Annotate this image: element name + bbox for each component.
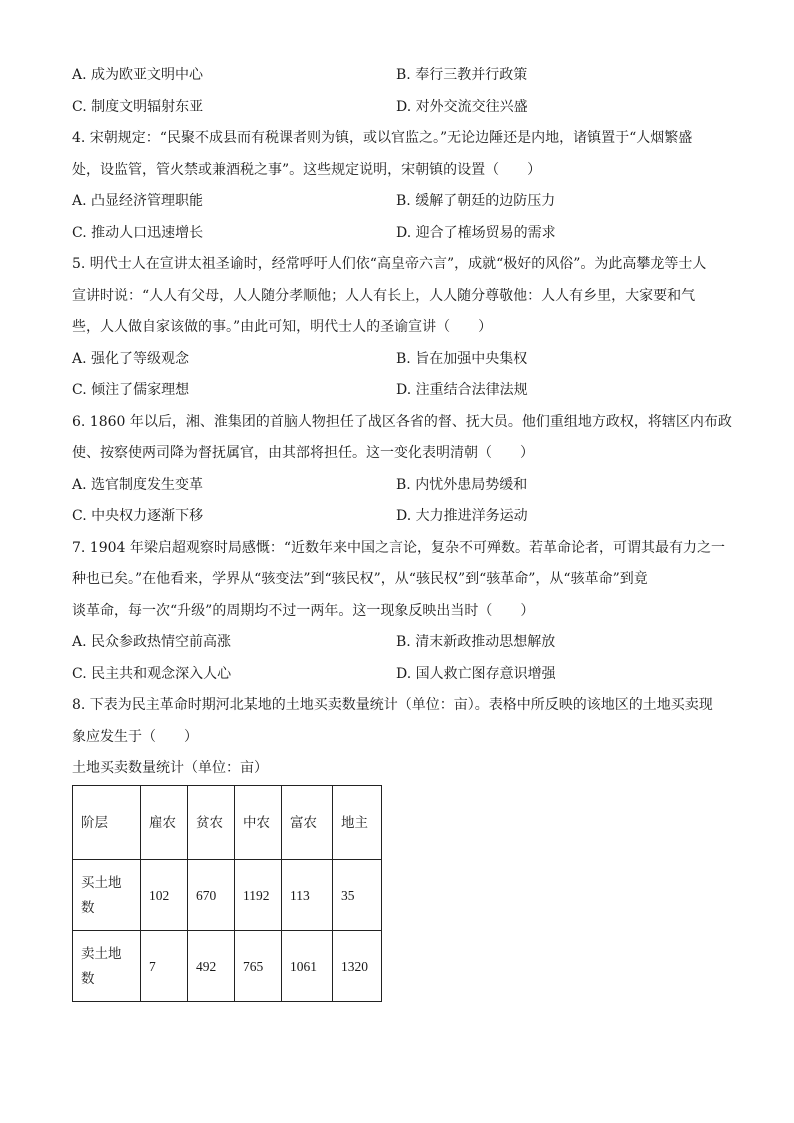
q4-option-b: B. 缓解了朝廷的边防压力 (396, 193, 556, 209)
table-cell: 670 (188, 860, 235, 931)
header-cell-poor-peasant: 贫农 (188, 786, 235, 860)
q4-option-d: D. 迎合了榷场贸易的需求 (396, 224, 556, 241)
q4-option-c: C. 推动人口迅速增长 (72, 224, 204, 241)
q6-option-a: A. 选官制度发生变革 (72, 476, 204, 493)
q6-stem-line-2: 使、按察使两司降为督抚属官，由其部将担任。这一变化表明清朝（ ） (72, 445, 534, 461)
q4-options-2 (72, 222, 722, 254)
q4-stem-line-1: 4. 宋朝规定：“民聚不成县而有税课者则为镇，或以官监之。”无论边陲还是内地，诸镇置于“人烟繁盛 (72, 130, 693, 146)
table-header-row (73, 786, 382, 860)
q5-stem-line-2: 宣讲时说：“人人有父母，人人随分孝顺他；人人有长上，人人随分尊敬他：人人有乡里，大家要和气 (72, 287, 696, 304)
q7-options (72, 631, 722, 663)
q4-stem-line-2: 处，设监管，管火禁或兼酒税之事”。这些规定说明，宋朝镇的设置（ ） (72, 161, 542, 178)
q7-stem-line-3: 谈革命，每一次“升级”的周期均不过一两年。这一现象反映出当时（ ） (72, 602, 535, 619)
q6-options (72, 474, 722, 506)
q3-options (72, 64, 722, 96)
land-trade-table (72, 785, 382, 1002)
question-5 (72, 253, 722, 411)
header-cell-class: 阶层 (73, 786, 141, 860)
q5-options-2 (72, 379, 722, 411)
q3-option-c: C. 制度文明辐射东亚 (72, 98, 204, 115)
table-cell: 35 (333, 860, 382, 931)
exam-page (72, 64, 732, 1002)
q8-stem-line-2: 象应发生于（ ） (72, 728, 198, 745)
q7-option-a: A. 民众参政热情空前高涨 (72, 634, 232, 650)
q5-option-a: A. 强化了等级观念 (72, 350, 190, 367)
q7-options-2 (72, 663, 722, 695)
q5-option-d: D. 注重结合法律法规 (396, 382, 528, 398)
table-cell: 7 (141, 931, 188, 1002)
q7-stem-line-1: 7. 1904 年梁启超观察时局感慨：“近数年来中国之言论，复杂不可殚数。若革命论者，可谓其最有力之一 (72, 539, 726, 556)
q8-stem-line-1: 8. 下表为民主革命时期河北某地的土地买卖数量统计（单位：亩）。表格中所反映的该地区的土地买卖现 (72, 697, 713, 713)
question-8 (72, 694, 722, 1002)
table-cell: 1192 (235, 860, 282, 931)
q7-option-c: C. 民主共和观念深入人心 (72, 665, 232, 682)
q5-stem-line-3: 些，人人做自家该做的事。”由此可知，明代士人的圣谕宣讲（ ） (72, 319, 493, 335)
table-row (73, 931, 382, 1002)
q5-option-c: C. 倾注了儒家理想 (72, 382, 190, 398)
q5-stem-line-1: 5. 明代士人在宣讲太祖圣谕时，经常呼吁人们依“高皇帝六言”，成就“极好的风俗”。为此高攀龙等士人 (72, 256, 707, 272)
question-4 (72, 127, 722, 253)
q3-options-2 (72, 96, 722, 128)
q3-option-b: B. 奉行三教并行政策 (396, 67, 528, 83)
table-cell: 113 (282, 860, 333, 931)
header-cell-rich-peasant: 富农 (282, 786, 333, 860)
header-cell-landlord: 地主 (333, 786, 382, 860)
question-7 (72, 537, 726, 695)
q3-option-d: D. 对外交流交往兴盛 (396, 98, 528, 115)
q7-option-d: D. 国人救亡图存意识增强 (396, 665, 556, 682)
q6-option-c: C. 中央权力逐渐下移 (72, 508, 204, 524)
table-cell: 1320 (333, 931, 382, 1002)
table-cell: 492 (188, 931, 235, 1002)
question-6 (72, 411, 732, 537)
table-cell: 1061 (282, 931, 333, 1002)
q7-stem-line-2: 种也已矣。”在他看来，学界从“骇变法”到“骇民权”，从“骇民权”到“骇革命”，从“骇革命”到竟 (72, 571, 648, 587)
q5-options (72, 348, 722, 380)
q7-option-b: B. 清末新政推动思想解放 (396, 634, 556, 650)
q5-option-b: B. 旨在加强中央集权 (396, 350, 528, 367)
table-row (73, 860, 382, 931)
header-cell-middle-peasant: 中农 (235, 786, 282, 860)
q6-option-d: D. 大力推进洋务运动 (396, 508, 528, 524)
table-cell: 102 (141, 860, 188, 931)
q3-option-a: A. 成为欧亚文明中心 (72, 67, 204, 83)
q6-stem-line-1: 6. 1860 年以后，湘、淮集团的首脑人物担任了战区各省的督、抚大员。他们重组地方政权，将辖区内布政 (72, 413, 732, 430)
header-cell-hired-peasant: 雇农 (141, 786, 188, 860)
row-label-sell: 卖土地数 (73, 931, 141, 1002)
q4-option-a: A. 凸显经济管理职能 (72, 193, 204, 209)
table-caption: 土地买卖数量统计（单位：亩） (72, 760, 268, 776)
q6-options-2 (72, 505, 722, 537)
q6-option-b: B. 内忧外患局势缓和 (396, 476, 528, 493)
table-cell: 765 (235, 931, 282, 1002)
row-label-buy: 买土地数 (73, 860, 141, 931)
q4-options (72, 190, 722, 222)
